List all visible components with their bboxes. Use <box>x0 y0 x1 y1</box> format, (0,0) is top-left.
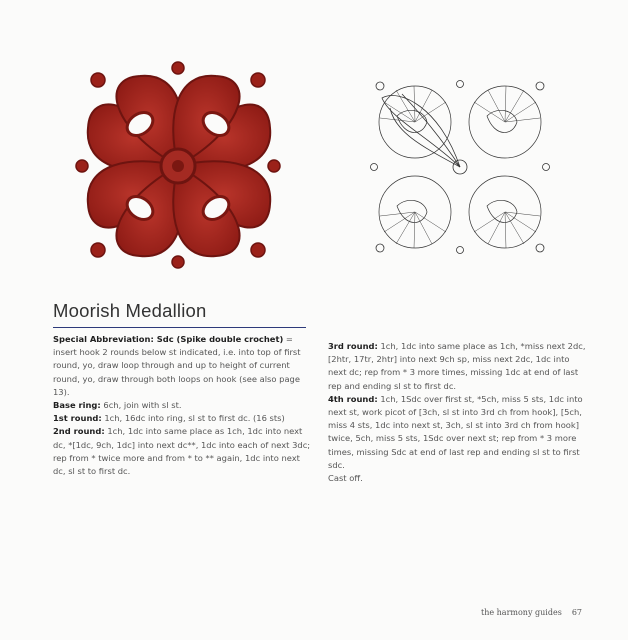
special-abbreviation-text: = insert hook 2 rounds below st indicated, i.e. into top of first round, yo, draw loop through and up to height of current round, yo, draw through both loops on hook (see also page 13). <box>53 334 301 397</box>
special-abbreviation-heading: Special Abbreviation: Sdc (Spike double crochet) <box>53 334 284 344</box>
round-2-heading: 2nd round: <box>53 426 105 437</box>
base-ring-paragraph <box>53 399 311 412</box>
page-number: 67 <box>571 608 582 617</box>
instructions-left-column <box>53 333 311 478</box>
round-1-text: 1ch, 16dc into ring, sl st to first dc. (16 sts) <box>101 413 285 424</box>
round-2-text: 1ch, 1dc into same place as 1ch, 1dc into next dc, *[1dc, 9ch, 1dc] into next dc**, 1dc into each of next 3dc; rep from * twice more and from * to ** again, 1dc into next dc, sl st to first dc. <box>53 426 311 477</box>
round-3-paragraph <box>328 340 588 393</box>
cast-off-text: Cast off. <box>328 473 363 484</box>
medallion-photo <box>70 58 286 272</box>
title-underline <box>53 327 306 328</box>
crochet-chart-diagram <box>370 78 550 256</box>
round-1-paragraph <box>53 412 311 425</box>
round-4-text: 1ch, 1Sdc over first st, *5ch, miss 5 sts, 1dc into next st, work picot of [3ch, sl st into 3rd ch from hook], [5ch, miss 4 sts, 1dc into next st, 3ch, sl st into 3rd ch from hook] twice, 5ch, miss 5 sts, 1Sdc over next st; rep from * 3 more times, missing Sdc at end of last rep and ending sl st to first sdc. <box>328 393 583 470</box>
round-4-heading: 4th round: <box>328 393 378 404</box>
base-ring-heading: Base ring: <box>53 400 101 411</box>
base-ring-text: 6ch, join with sl st. <box>100 400 182 411</box>
round-3-text: 1ch, 1dc into same place as 1ch, *miss next 2dc, [2htr, 17tr, 2htr] into next 9ch sp, miss next 2dc, 1dc into next dc; rep from * 3 more times, missing 1dc at end of last rep and ending sl st to first dc. <box>328 341 586 391</box>
page-footer <box>481 608 582 617</box>
round-3-heading: 3rd round: <box>328 341 378 351</box>
round-1-heading: 1st round: <box>53 413 102 424</box>
special-abbreviation-paragraph <box>53 333 311 399</box>
instructions-right-column <box>328 340 588 485</box>
round-2-paragraph <box>53 425 311 478</box>
pattern-title: Moorish Medallion <box>53 300 207 321</box>
round-4-paragraph <box>328 393 588 472</box>
guide-name: the harmony guides <box>481 608 562 617</box>
